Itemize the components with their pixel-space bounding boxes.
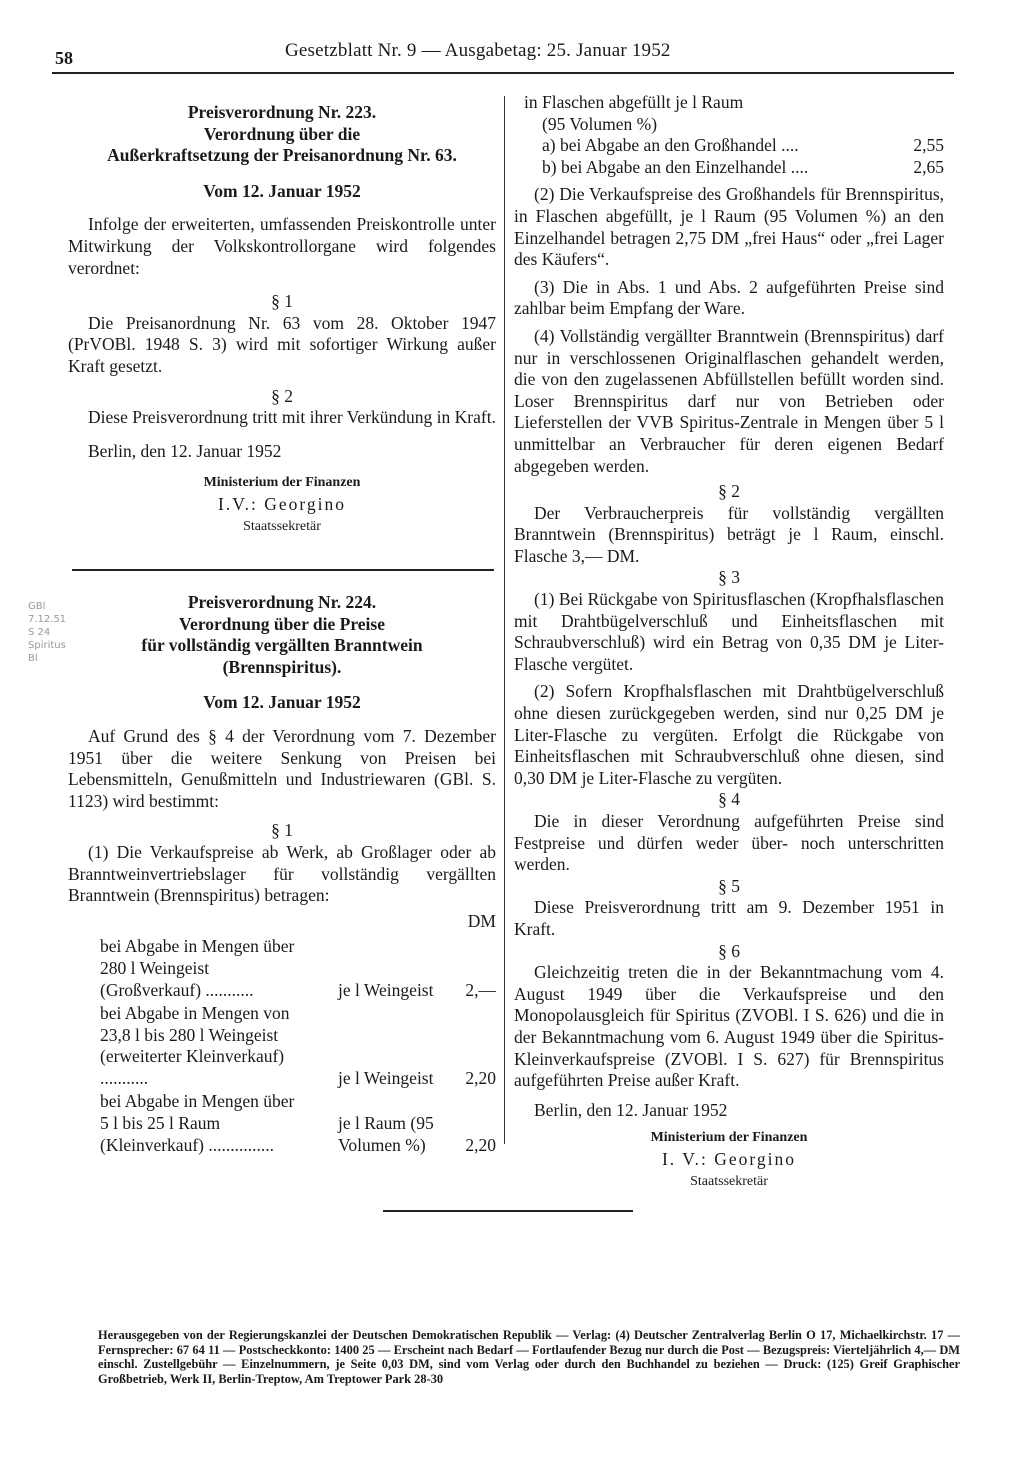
paragraph-abs3: (3) Die in Abs. 1 und Abs. 2 aufgeführten Preise sind zahlbar beim Empfang der Ware. — [514, 276, 944, 319]
ministry: Ministerium der Finanzen — [650, 1130, 808, 1146]
price-row-desc: bei Abgabe in Mengen über 5 l bis 25 l Raum (Kleinverkauf) ............... — [100, 1091, 295, 1155]
heading-223-sub1: Verordnung über die — [203, 123, 361, 144]
section-3-head: § 3 — [718, 567, 740, 588]
heading-223: Preisverordnung Nr. 223. — [187, 102, 377, 122]
price-row-price: 2,— — [465, 979, 496, 1000]
intro-224: Auf Grund des § 4 der Verordnung vom 7. Dezember 1951 über die weitere Senkung von Preisen bei Lebensmitteln, Genußmitteln und Industriewaren (GBl. S. 1123) wird bestimmt: — [68, 725, 496, 811]
paragraph-abs2: (2) Die Verkaufspreise des Großhandels für Brennspiritus, in Flaschen abgefüllt, je l Raum (95 Volumen %) an den Einzelhandel betragen 2,75 DM „frei Haus“ oder „frei Lager des Käufers“. — [514, 184, 944, 270]
paragraph-2-head: § 2 — [271, 385, 293, 406]
section-6-text: Gleichzeitig treten die in der Bekanntmachung vom 4. August 1949 über die Verkaufspreise und den Monopolausgleich für Spiritus (ZVOBl. I S. 626) und die in der Bekanntmachung vom 6. August 1949 über die Spiritus-Kleinverkaufspreise (ZVOBl. I S. 627) für Brennspiritus aufgeführten Preise außer Kraft. — [514, 962, 944, 1091]
section-3-para2: (2) Sofern Kropfhalsflaschen mit Drahtbügelverschluß ohne diesen zurückgegeben werden, sind nur 0,25 DM je Liter-Flasche zu vergüten. Erfolgt die Rückgabe von Einheitsflaschen mit Schraubverschluß ohne diesen, sind 0,30 DM je Liter-Flasche zu vergüten. — [514, 681, 944, 788]
price-row-desc: bei Abgabe in Mengen von 23,8 l bis 280 l Weingeist (erweiterter Kleinverkauf) ........... — [100, 1003, 290, 1088]
section-2-head: § 2 — [718, 481, 740, 502]
signer: I. V.: Georgino — [661, 1148, 797, 1169]
price-item-b — [514, 157, 944, 179]
section-6-head: § 6 — [718, 940, 740, 961]
price-row — [68, 1003, 496, 1089]
heading-224: Preisverordnung Nr. 224. — [187, 592, 377, 612]
ministry: Ministerium der Finanzen — [203, 475, 361, 491]
section-4-text: Die in dieser Verordnung aufgeführten Preise sind Festpreise und dürfen weder über- noch unterschritten werden. — [514, 811, 944, 875]
price-row-unit: je l Raum (95 Volumen %) — [338, 1113, 434, 1155]
continuation-line-2: (95 Volumen %) — [542, 113, 658, 134]
price-row-unit: je l Weingeist — [338, 979, 434, 1000]
signer-role: Staatssekretär — [243, 518, 321, 534]
currency-label: DM — [467, 910, 496, 931]
signer: I.V.: Georgino — [218, 493, 346, 514]
price-row — [68, 1091, 496, 1156]
section-3-para1: (1) Bei Rückgabe von Spiritusflaschen (Kropfhalsflaschen mit Drahtbügelverschluß und Einheitsflaschen mit Schraubverschluß) wird ein Betrag von 0,35 DM je Liter-Flasche vergütet. — [514, 589, 944, 674]
continuation-line-1: in Flaschen abgefüllt je l Raum — [524, 92, 744, 112]
heading-223-sub2: Außerkraftsetzung der Preisanordnung Nr. 63. — [107, 145, 457, 166]
right-column — [514, 92, 944, 1192]
margin-stamp: GBl 7.12.51 S 24 Spiritus Bl — [28, 601, 67, 664]
section-5-head: § 5 — [718, 875, 740, 896]
paragraph-2-text: Diese Preisverordnung tritt mit ihrer Verkündung in Kraft. — [88, 407, 496, 428]
price-row-desc: bei Abgabe in Mengen über 280 l Weingeist (Großverkauf) ........... — [100, 936, 295, 1000]
paragraph-abs4: (4) Vollständig vergällter Branntwein (Brennspiritus) darf nur in verschlossenen Originalflaschen gehandelt werden, die von den zugelassenen Abfüllstellen befüllt worden sind. Loser Brennspiritus darf nur von Betrieben oder Lieferstellen der VVB Spiritus-Zentrale in Mengen über 5 l unmittelbar an Verbraucher für deren eigenen Bedarf abgegeben werden. — [514, 325, 944, 476]
price-item-a-label: a) bei Abgabe an den Großhandel .... — [542, 135, 799, 156]
section-5-text: Diese Preisverordnung tritt am 9. Dezember 1951 in Kraft. — [514, 897, 944, 939]
signer-role: Staatssekretär — [690, 1173, 768, 1189]
left-section-224 — [68, 592, 496, 1156]
end-rule — [383, 1210, 633, 1212]
heading-224-sub1: Verordnung über die Preise — [179, 613, 385, 634]
intro-223: Infolge der erweiterten, umfassenden Preiskontrolle unter Mitwirkung der Volkskontrollorgane wird folgendes verordnet: — [68, 214, 496, 278]
header-rule — [52, 72, 954, 74]
paragraph-1-head: § 1 — [271, 291, 293, 312]
section-divider — [72, 569, 494, 571]
price-item-a — [514, 135, 944, 157]
price-table — [68, 936, 496, 1156]
price-item-b-price: 2,65 — [913, 156, 944, 177]
section-4-head: § 4 — [718, 789, 740, 810]
place-date: Berlin, den 12. Januar 1952 — [534, 1099, 728, 1120]
page-number: 58 — [55, 48, 73, 68]
column-divider — [504, 96, 505, 1144]
date-224: Vom 12. Januar 1952 — [203, 692, 361, 713]
section-2-text: Der Verbraucherpreis für vollständig vergällten Branntwein (Brennspiritus) beträgt je l Raum, einschl. Flasche 3,— DM. — [514, 502, 944, 566]
price-item-a-price: 2,55 — [913, 135, 944, 156]
price-item-b-label: b) bei Abgabe an den Einzelhandel .... — [542, 156, 809, 177]
heading-224-sub2: für vollständig vergällten Branntwein — [141, 635, 423, 656]
date-223: Vom 12. Januar 1952 — [203, 180, 361, 201]
price-row-unit: je l Weingeist — [338, 1067, 434, 1088]
price-row — [68, 936, 496, 1001]
paragraph-1-text: (1) Die Verkaufspreise ab Werk, ab Großlager oder ab Branntweinvertriebslager für vollständig vergällten Branntwein (Brennspiritus) betragen: — [68, 841, 496, 906]
paragraph-1-head: § 1 — [271, 820, 293, 841]
heading-224-sub3: (Brennspiritus). — [222, 656, 342, 677]
place-date: Berlin, den 12. Januar 1952 — [88, 440, 282, 461]
left-section-223 — [68, 102, 496, 537]
publisher-imprint: Herausgegeben von der Regierungskanzlei der Deutschen Demokratischen Republik — Verlag: (4) Deutscher Zentralverlag Berlin O 17, Michaelkirchstr. 17 — Fernsprecher: 67 64 11 — Postscheckkonto: 1400 25 — Erscheint nach Bedarf — Fortlaufender Bezug nur durch die Post — Bezugspreis: Vierteljährlich 4,— DM einschl. Zustellgebühr — Einzelnummern, je Seite 0,03 DM, sind vom Verlag oder durch den Buchhandel zu beziehen — Druck: (125) Greif Graphischer Großbetrieb, Werk II, Berlin-Treptow, Am Treptower Park 28-30 — [98, 1328, 960, 1386]
price-row-price: 2,20 — [465, 1067, 496, 1088]
page-header-title: Gesetzblatt Nr. 9 — Ausgabetag: 25. Januar 1952 — [285, 40, 671, 61]
price-row-price: 2,20 — [465, 1134, 496, 1155]
paragraph-1-text: Die Preisanordnung Nr. 63 vom 28. Oktober 1947 (PrVOBl. 1948 S. 3) wird mit sofortiger Wirkung außer Kraft gesetzt. — [68, 312, 496, 376]
